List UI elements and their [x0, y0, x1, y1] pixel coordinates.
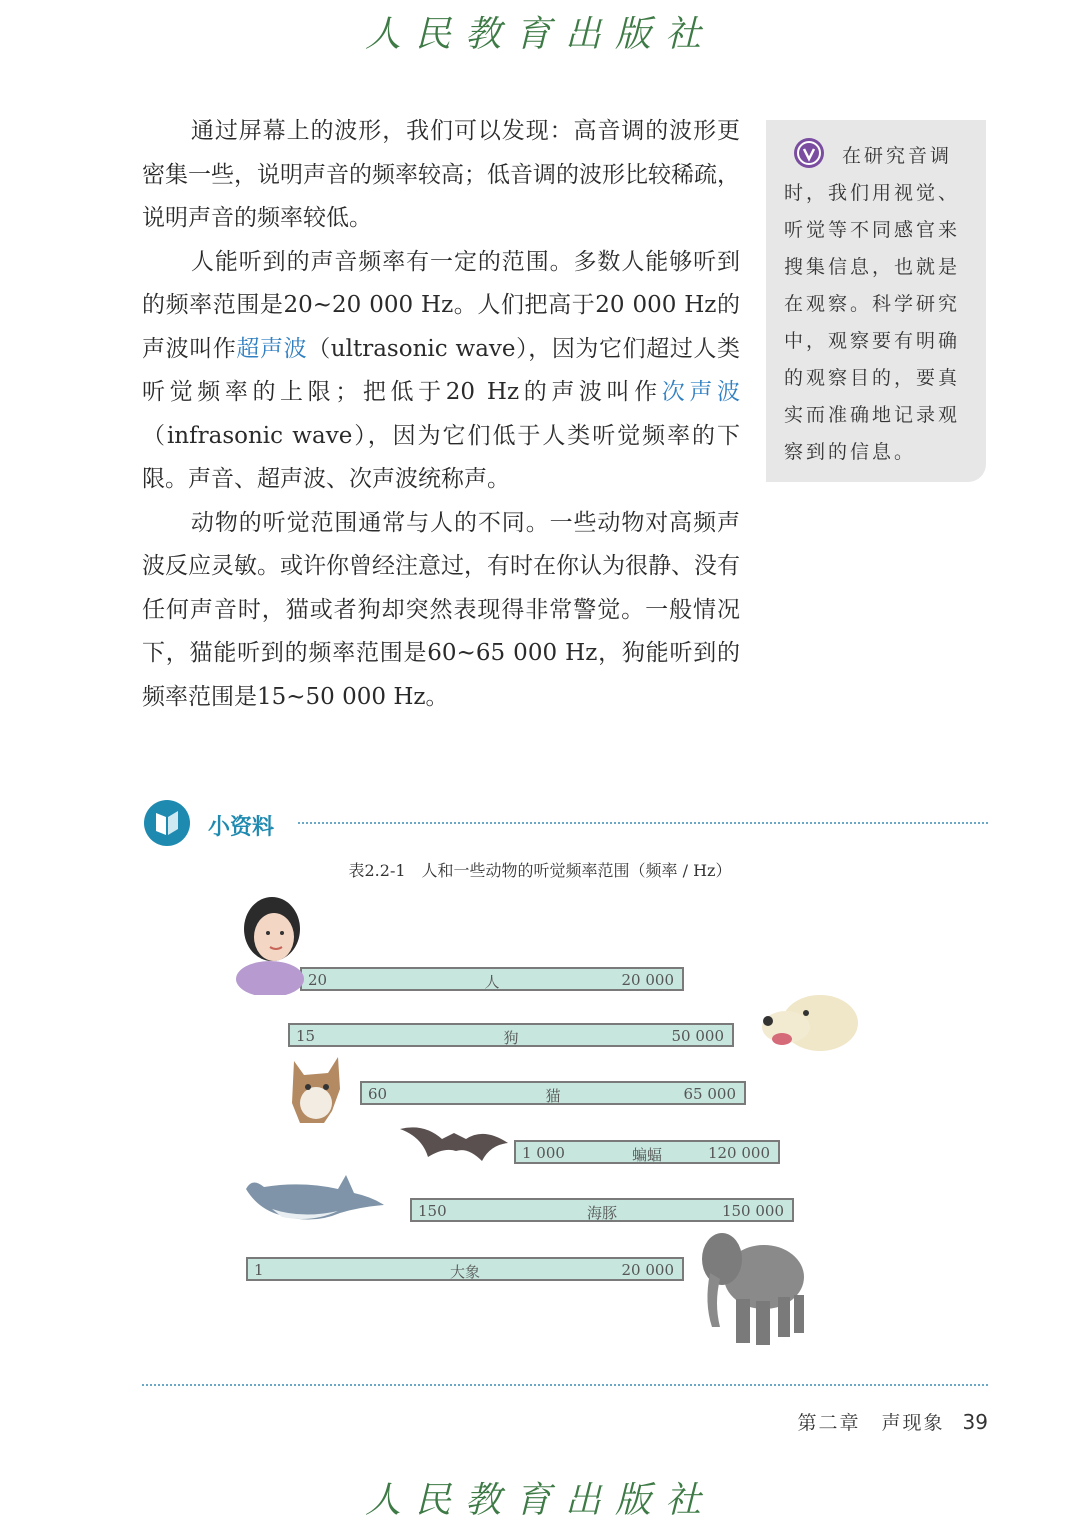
- bar-high-label: 20 000: [621, 971, 674, 989]
- paragraph-1-text: 通过屏幕上的波形，我们可以发现：高音调的波形更密集一些，说明声音的频率较高；低音调的波形比较稀疏，说明声音的频率较低。: [142, 118, 740, 231]
- cat-illustration: [284, 1051, 350, 1127]
- girl-illustration: [230, 887, 314, 995]
- bar-name-label: 狗: [503, 1029, 519, 1047]
- chapter-label: 第二章 声现象: [797, 1412, 945, 1434]
- bar-elephant: [246, 1257, 684, 1281]
- bar-low-label: 60: [368, 1085, 388, 1103]
- paragraph-2-text-c: （infrasonic wave），因为它们低于人类听觉频率的下限。声音、超声波、次声波统称声。: [142, 422, 740, 492]
- bar-high-label: 150 000: [721, 1202, 784, 1220]
- paragraph-3-text: 动物的听觉范围通常与人的不同。一些动物对高频声波反应灵敏。或许你曾经注意过，有时在你认为很静、没有任何声音时，猫或者狗却突然表现得非常警觉。一般情况下，猫能听到的频率范围是60~65 000 Hz，狗能听到的频率范围是15~50 000 Hz。: [142, 509, 740, 710]
- table-caption: 表2.2-1 人和一些动物的听觉频率范围（频率 / Hz）: [348, 861, 732, 880]
- bar-low-label: 15: [296, 1027, 316, 1045]
- bar-name-label: 蝙蝠: [631, 1146, 662, 1164]
- bar-dolphin: [410, 1198, 794, 1222]
- bar-high-label: 20 000: [621, 1261, 674, 1279]
- publisher-watermark-bottom: 人民教育出版社: [364, 1480, 715, 1521]
- info-section-header: [142, 798, 988, 852]
- bar-name-label: 海豚: [586, 1204, 617, 1222]
- bar-high-label: 120 000: [707, 1144, 770, 1162]
- sidebar-note-content: 在研究音调时，我们用视觉、听觉等不同感官来搜集信息，也就是在观察。科学研究中，观察要有明确的观察目的，要真实而准确地记录观察到的信息。: [784, 145, 961, 463]
- bar-low-label: 150: [418, 1202, 447, 1220]
- paragraph-2-text-a: 人能听到的声音频率有一定的范围。多数人能够听到的频率范围是20~20 000 Hz。人们把高于20 000 Hz的声波叫作: [142, 248, 740, 362]
- paragraph-2: [142, 241, 740, 502]
- term-infrasonic: 次声波: [661, 379, 740, 405]
- bar-name-label: 人: [484, 973, 500, 991]
- sidebar-note-text: [784, 138, 974, 471]
- term-ultrasonic: 超声波: [236, 335, 308, 362]
- dog-illustration: [758, 989, 862, 1061]
- bar-dog: [288, 1023, 734, 1047]
- bar-human: [300, 967, 684, 991]
- book-icon: [142, 798, 192, 848]
- bar-low-label: 20: [308, 971, 328, 989]
- paragraph-3: [142, 502, 740, 720]
- bar-bat: [514, 1140, 780, 1164]
- bar-low-label: 1: [254, 1261, 264, 1279]
- bar-high-label: 50 000: [671, 1027, 724, 1045]
- hearing-range-chart: [230, 885, 870, 1355]
- page-number: 39: [962, 1410, 988, 1434]
- bar-name-label: 大象: [449, 1263, 480, 1281]
- publisher-watermark-top: 人民教育出版社: [364, 14, 715, 55]
- dotted-divider: [298, 822, 988, 824]
- info-title: 小资料: [208, 815, 275, 840]
- footer-divider: [142, 1384, 988, 1386]
- bar-name-label: 猫: [545, 1087, 561, 1105]
- elephant-illustration: [698, 1223, 810, 1347]
- page-footer: [798, 1408, 988, 1435]
- body-text: [142, 110, 740, 719]
- dolphin-illustration: [242, 1169, 386, 1235]
- bar-low-label: 1 000: [522, 1144, 565, 1162]
- bar-cat: [360, 1081, 746, 1105]
- sidebar-note-box: [766, 120, 986, 482]
- paragraph-2-text-b: （ultrasonic wave），因为它们超过人类听觉频率的上限；把低于20 Hz的声波叫作: [142, 335, 741, 405]
- paragraph-1: [142, 110, 740, 241]
- bar-high-label: 65 000: [683, 1085, 736, 1103]
- bat-illustration: [398, 1117, 510, 1165]
